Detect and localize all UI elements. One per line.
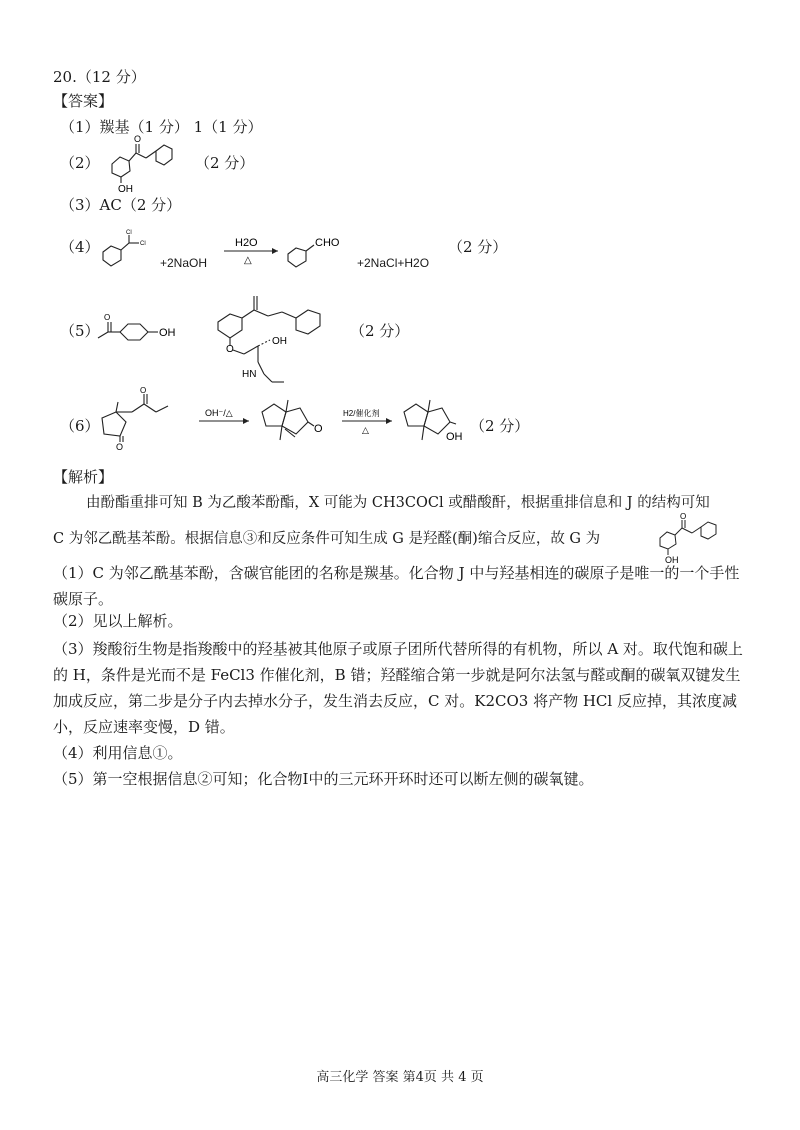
arrow-6b-top-label: H2/催化剂 [343, 409, 380, 418]
phenol-oh-label: OH [159, 327, 176, 339]
alcohol-product-structure [394, 384, 474, 464]
benzal-chloride-structure [95, 222, 160, 281]
benzaldehyde-structure [282, 228, 352, 277]
analysis-intro-2: C 为邻乙酰基苯酚。根据信息③和反应条件可知生成 G 是羟醛(酮)缩合反应，故 G 为 [53, 531, 601, 547]
answer-6-points: （2 分） [470, 417, 530, 435]
answer-2-points: （2 分） [195, 154, 255, 172]
ether-oxygen-label: O [226, 344, 234, 355]
answer-1-text: 羰基（1 分） 1（1 分） [99, 118, 263, 136]
answer-3 [60, 194, 181, 216]
analysis-item-3-num: （3） [53, 640, 93, 658]
analysis-item-4-num: （4） [53, 744, 93, 762]
chalcone-structure [98, 134, 198, 198]
answer-3-text: AC（2 分） [99, 196, 182, 214]
answer-4-points: （2 分） [448, 238, 508, 256]
reaction-arrow-6b [340, 404, 396, 442]
analysis-item-2 [53, 610, 183, 632]
analysis-item-5-num: （5） [53, 770, 93, 788]
analysis-item-4 [53, 742, 183, 764]
answer-2-num: （2） [60, 154, 100, 172]
analysis-label: 【解析】 [53, 468, 114, 486]
analysis-item-1-text: C 为邻乙酰基苯酚，含碳官能团的名称是羰基。化合物 J 中与羟基相连的碳原子是唯一的一个手性碳原子。 [53, 564, 740, 608]
answer-5-points: （2 分） [350, 322, 410, 340]
chlorine-label-right: Cl [140, 241, 146, 247]
enone-structure [252, 384, 332, 464]
diketone-oxygen-bottom: O [116, 442, 124, 452]
analysis-item-3 [53, 636, 753, 740]
diketone-oxygen-top: O [140, 386, 147, 395]
chalcone-oh-label: OH [118, 184, 133, 195]
analysis-item-1 [53, 560, 753, 612]
reaction-arrow-6a [197, 404, 253, 442]
reaction-arrow-4 [222, 234, 282, 272]
chalcone-oxygen-label: O [134, 134, 142, 144]
final-product-j-structure [208, 282, 348, 392]
analysis-item-2-num: （2） [53, 612, 93, 630]
question-heading: 20.（12 分） [53, 68, 146, 86]
analysis-item-3-text: 羧酸衍生物是指羧酸中的羟基被其他原子或原子团所代替所得的有机物，所以 A 对。取代饱和碳上的 H，条件是光而不是 FeCl3 作催化剂，B 错；羟醛缩合第一步就是阿尔法氢与醛或酮的碳氧双键发生加成反应，第二步是分子内去掉水分子，发生消去反应，C 对。K2CO3 将产物 HCl 反应掉，其浓度减小，反应速率变慢，D 错。 [53, 640, 743, 736]
arrow-6a-top-label: OH⁻/△ [205, 408, 233, 418]
analysis-item-5 [53, 768, 593, 790]
analysis-intro-1: 由酚酯重排可知 B 为乙酸苯酚酯，X 可能为 CH3COCl 或醋酸酐，根据重排信息和 J 的结构可知 [86, 495, 710, 511]
alcohol-oh-label: OH [446, 431, 463, 443]
page-footer: 高三化学 答案 第4页 共 4 页 [316, 1070, 484, 1085]
answer-6-num: （6） [60, 417, 100, 435]
arrow-6b-bottom-label: △ [362, 425, 369, 435]
analysis-item-1-num: （1） [53, 564, 93, 582]
hydroxyacetophenone-structure [92, 312, 202, 356]
lhs-naoh: +2NaOH [160, 256, 208, 270]
analysis-item-5-text: 第一空根据信息②可知；化合物I中的三元环开环时还可以断左侧的碳氧键。 [92, 770, 594, 788]
arrow-4-bottom-label: △ [244, 255, 252, 266]
analysis-item-4-text: 利用信息①。 [92, 744, 183, 762]
g-oxygen-label: O [680, 512, 687, 521]
rhs-products: +2NaCl+H2O [357, 256, 430, 270]
arrow-4-top-label: H2O [235, 237, 258, 249]
answer-label: 【答案】 [53, 92, 114, 110]
ketone-oxygen-label: O [104, 313, 111, 322]
chlorine-label-top: Cl [126, 230, 132, 236]
answer-1-num: （1） [60, 118, 100, 136]
answer-3-num: （3） [60, 196, 100, 214]
analysis-item-2-text: 见以上解析。 [92, 612, 183, 630]
answer-5-num: （5） [60, 322, 100, 340]
g-oh-label: OH [665, 555, 679, 565]
enone-oxygen-label: O [314, 423, 323, 435]
cho-label: CHO [315, 237, 340, 249]
diketone-structure [88, 386, 198, 458]
answer-4-num: （4） [60, 238, 100, 256]
j-nh-label: HN [242, 369, 257, 380]
j-oh-label: OH [272, 336, 287, 347]
